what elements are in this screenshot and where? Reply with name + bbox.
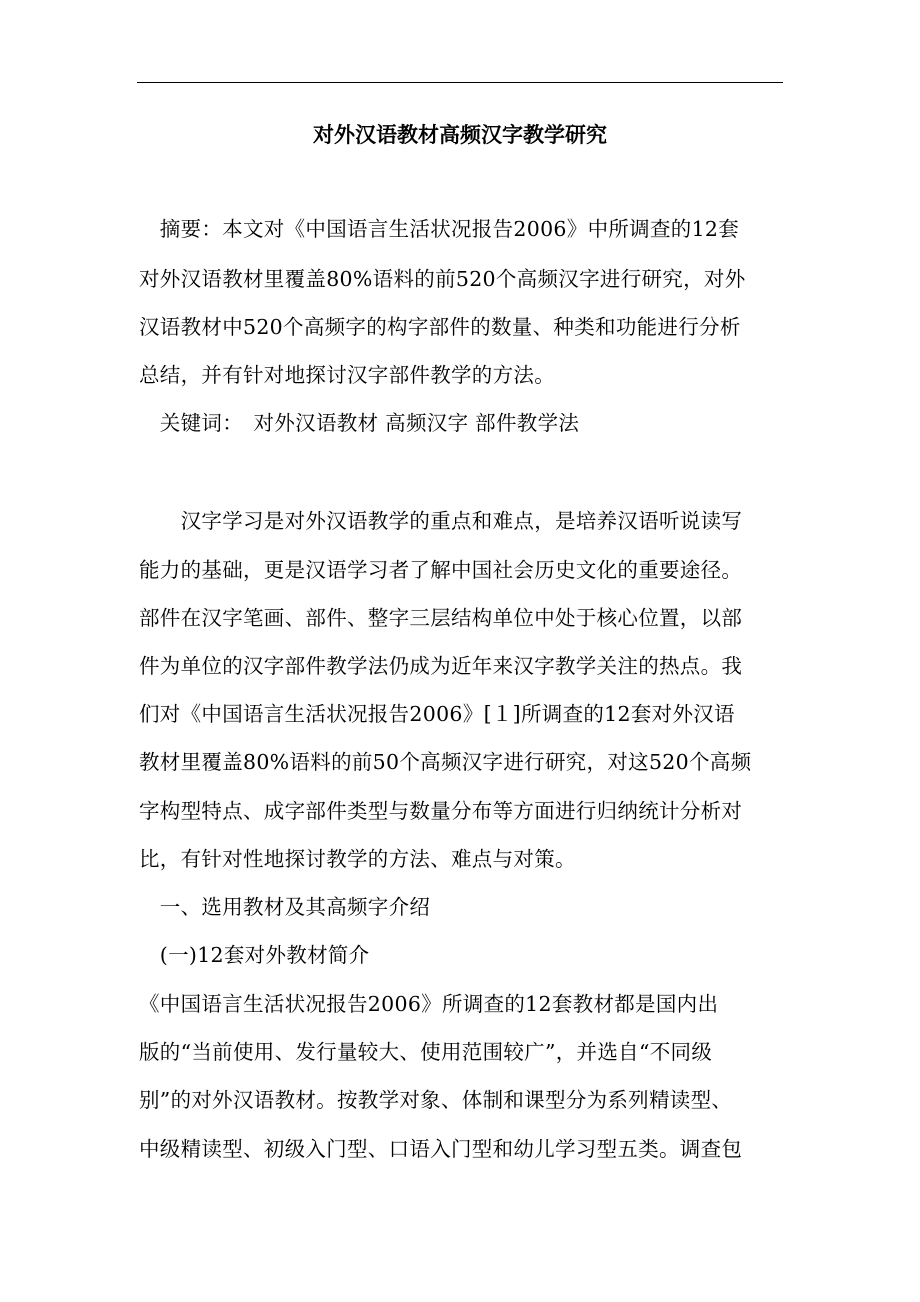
body-line: 字构型特点、成字部件类型与数量分布等方面进行归纳统计分析对 bbox=[139, 799, 743, 823]
document-title: 对外汉语教材高频汉字教学研究 bbox=[313, 122, 607, 147]
subsection-heading: (一)12套对外教材简介 bbox=[139, 943, 370, 967]
body-line: 汉字学习是对外汉语教学的重点和难点，是培养汉语听说读写 bbox=[139, 509, 743, 533]
abstract-line: 对外汉语教材里覆盖80%语料的前520个高频汉字进行研究，对外 bbox=[139, 267, 746, 291]
body-line: 能力的基础，更是汉语学习者了解中国社会历史文化的重要途径。 bbox=[139, 558, 743, 582]
keywords-line: 关键词： 对外汉语教材 高频汉字 部件教学法 bbox=[139, 411, 580, 435]
abstract-line: 总结，并有针对地探讨汉字部件教学的方法。 bbox=[139, 363, 555, 387]
header-rule bbox=[137, 82, 783, 83]
section-heading: 一、选用教材及其高频字介绍 bbox=[139, 895, 431, 919]
section-line: 别”的对外汉语教材。按教学对象、体制和课型分为系列精读型、 bbox=[139, 1088, 733, 1112]
body-line: 教材里覆盖80%语料的前50个高频汉字进行研究，对这520个高频 bbox=[139, 750, 752, 774]
body-line: 比，有针对性地探讨教学的方法、难点与对策。 bbox=[139, 847, 576, 871]
body-line: 件为单位的汉字部件教学法仍成为近年来汉字教学关注的热点。我 bbox=[139, 654, 743, 678]
abstract-line: 摘要：本文对《中国语言生活状况报告2006》中所调查的12套 bbox=[139, 217, 740, 241]
section-line: 中级精读型、初级入门型、口语入门型和幼儿学习型五类。调查包 bbox=[139, 1137, 743, 1161]
body-line: 部件在汉字笔画、部件、整字三层结构单位中处于核心位置，以部 bbox=[139, 606, 743, 630]
section-line: 《中国语言生活状况报告2006》所调查的12套教材都是国内出 bbox=[139, 992, 719, 1016]
section-line: 版的“当前使用、发行量较大、使用范围较广”，并选自“不同级 bbox=[139, 1040, 713, 1064]
body-line: 们对《中国语言生活状况报告2006》[１]所调查的12套对外汉语 bbox=[139, 702, 735, 726]
abstract-line: 汉语教材中520个高频字的构字部件的数量、种类和功能进行分析 bbox=[139, 315, 741, 339]
